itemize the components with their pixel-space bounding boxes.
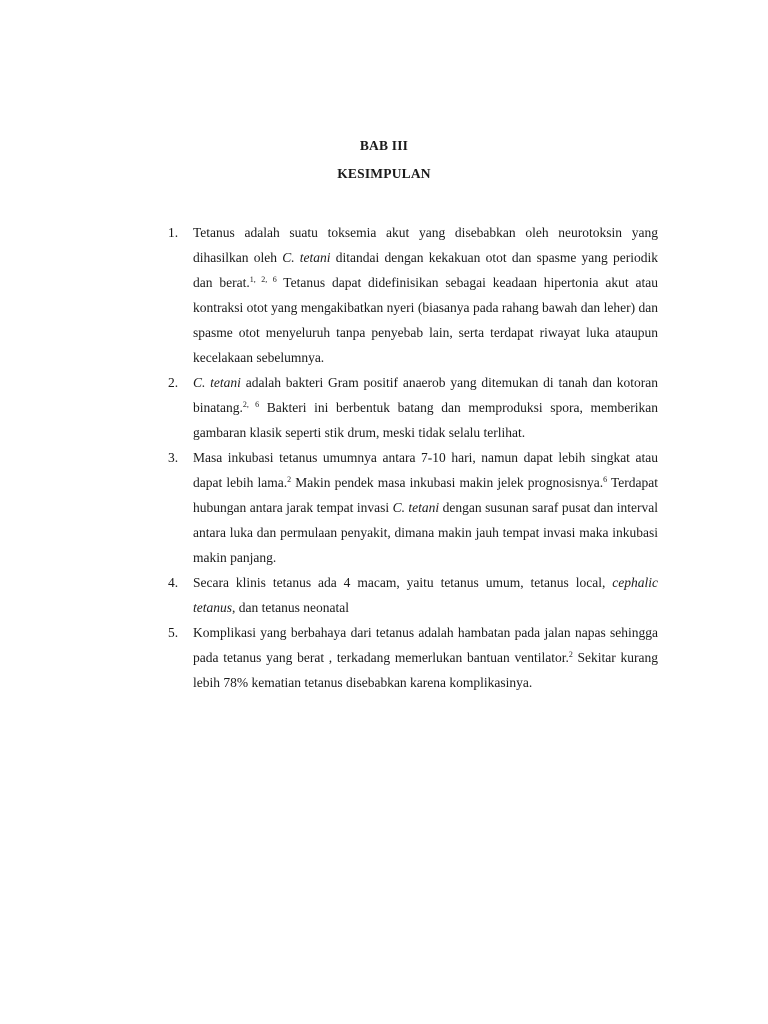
list-number: 5. bbox=[168, 625, 179, 640]
list-text bbox=[193, 450, 658, 565]
list-number: 4. bbox=[168, 575, 179, 590]
italic-text: cephalic tetanus bbox=[193, 575, 658, 615]
citation-superscript: 2, 6 bbox=[242, 400, 260, 409]
text-segment: Secara klinis tetanus ada 4 macam, yaitu tetanus umum, tetanus local, bbox=[193, 575, 613, 590]
text-segment: Masa inkubasi tetanus umumnya antara 7-10 hari, namun dapat lebih singkat atau dapat lebih lama. bbox=[193, 450, 658, 490]
text-segment: Makin pendek masa inkubasi makin jelek prognosisnya. bbox=[291, 475, 604, 490]
chapter-heading: BAB III bbox=[359, 138, 409, 153]
list-item bbox=[168, 220, 658, 370]
citation-superscript: 6 bbox=[603, 475, 608, 484]
list-item bbox=[168, 445, 658, 570]
citation-superscript: 2 bbox=[287, 475, 292, 484]
text-segment: dengan susunan saraf pusat dan interval antara luka dan permulaan penyakit, dimana makin jauh tempat invasi maka inkubasi makin panjang. bbox=[193, 500, 658, 565]
citation-superscript: 1, 2, 6 bbox=[249, 275, 277, 284]
italic-text: C. tetani bbox=[282, 250, 331, 265]
list-text bbox=[193, 225, 658, 365]
text-segment: Komplikasi yang berbahaya dari tetanus adalah hambatan pada jalan napas sehingga pada tetanus yang berat , terkadang memerlukan bantuan ventilator. bbox=[193, 625, 658, 665]
text-segment: Tetanus dapat didefinisikan sebagai keadaan hipertonia akut atau kontraksi otot yang mengakibatkan nyeri (biasanya pada rahang bawah dan leher) dan spasme otot menyeluruh tanpa penyebab lain, serta terdapat riwayat luka ataupun kecelakaan sebelumnya. bbox=[193, 275, 658, 365]
text-segment: Sekitar kurang lebih 78% kematian tetanus disebabkan karena komplikasinya. bbox=[193, 650, 658, 690]
list-number: 1. bbox=[168, 225, 179, 240]
list-number: 3. bbox=[168, 450, 179, 465]
conclusion-list bbox=[168, 220, 658, 695]
list-item bbox=[168, 570, 658, 620]
citation-superscript: 2 bbox=[568, 650, 573, 659]
text-segment: , dan tetanus neonatal bbox=[232, 600, 349, 615]
text-segment: Terdapat hubungan antara jarak tempat invasi bbox=[193, 475, 658, 515]
italic-text: C. tetani bbox=[392, 500, 440, 515]
chapter-title: KESIMPULAN bbox=[337, 166, 431, 181]
list-number: 2. bbox=[168, 375, 179, 390]
text-segment: adalah bakteri Gram positif anaerob yang ditemukan di tanah dan kotoran binatang. bbox=[193, 375, 658, 415]
text-segment: Tetanus adalah suatu toksemia akut yang disebabkan oleh neurotoksin yang dihasilkan oleh bbox=[193, 225, 658, 265]
list-text bbox=[193, 625, 658, 690]
list-item bbox=[168, 620, 658, 695]
list-text bbox=[193, 375, 658, 440]
italic-text: C. tetani bbox=[193, 375, 241, 390]
text-segment: ditandai dengan kekakuan otot dan spasme yang periodik dan berat. bbox=[193, 250, 659, 290]
list-text bbox=[193, 575, 658, 615]
text-segment: Bakteri ini berbentuk batang dan memproduksi spora, memberikan gambaran klasik seperti stik drum, meski tidak selalu terlihat. bbox=[193, 400, 659, 440]
list-item bbox=[168, 370, 658, 445]
